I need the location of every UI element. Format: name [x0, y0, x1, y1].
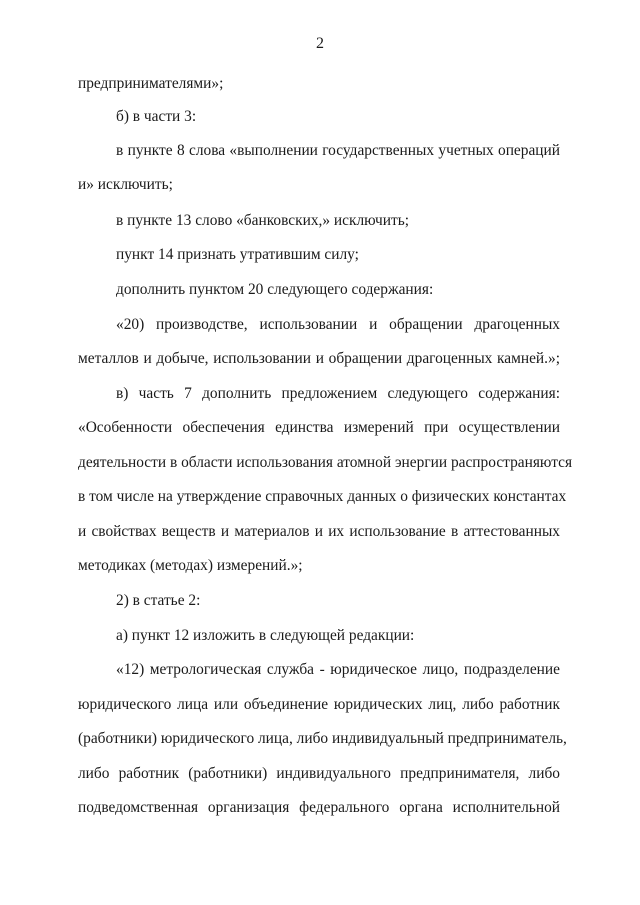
text-line: (работники) юридического лица, либо индивидуальный предприниматель, [78, 730, 567, 747]
text-line: «Особенности обеспечения единства измерений при осуществлении [78, 419, 560, 436]
text-line: в) часть 7 дополнить предложением следующего содержания: [116, 385, 560, 402]
text-line: металлов и добыче, использовании и обращении драгоценных камней.»; [78, 350, 560, 367]
text-line: предпринимателями»; [78, 75, 224, 92]
text-line: либо работник (работники) индивидуального предпринимателя, либо [78, 765, 560, 782]
text-line: в пункте 8 слова «выполнении государственных учетных операций [116, 142, 560, 159]
text-line: в том числе на утверждение справочных данных о физических константах [78, 488, 567, 505]
text-line: и» исключить; [78, 176, 173, 193]
text-line: деятельности в области использования атомной энергии распространяются [78, 454, 573, 471]
text-line: подведомственная организация федерального органа исполнительной [78, 799, 560, 816]
text-line: и свойствах веществ и материалов и их использование в аттестованных [78, 523, 560, 540]
text-line: юридического лица или объединение юридических лиц, либо работник [78, 696, 560, 713]
text-line: «12) метрологическая служба - юридическое лицо, подразделение [116, 661, 560, 678]
page-number: 2 [316, 35, 324, 52]
text-line: б) в части 3: [116, 108, 197, 125]
text-line: в пункте 13 слово «банковских,» исключить; [116, 212, 410, 229]
text-line: дополнить пунктом 20 следующего содержания: [116, 281, 434, 298]
text-line: 2) в статье 2: [116, 592, 201, 609]
text-line: методиках (методах) измерений.»; [78, 557, 303, 574]
text-line: «20) производстве, использовании и обращении драгоценных [116, 316, 560, 333]
text-line: пункт 14 признать утратившим силу; [116, 246, 359, 263]
text-line: а) пункт 12 изложить в следующей редакции: [116, 627, 415, 644]
